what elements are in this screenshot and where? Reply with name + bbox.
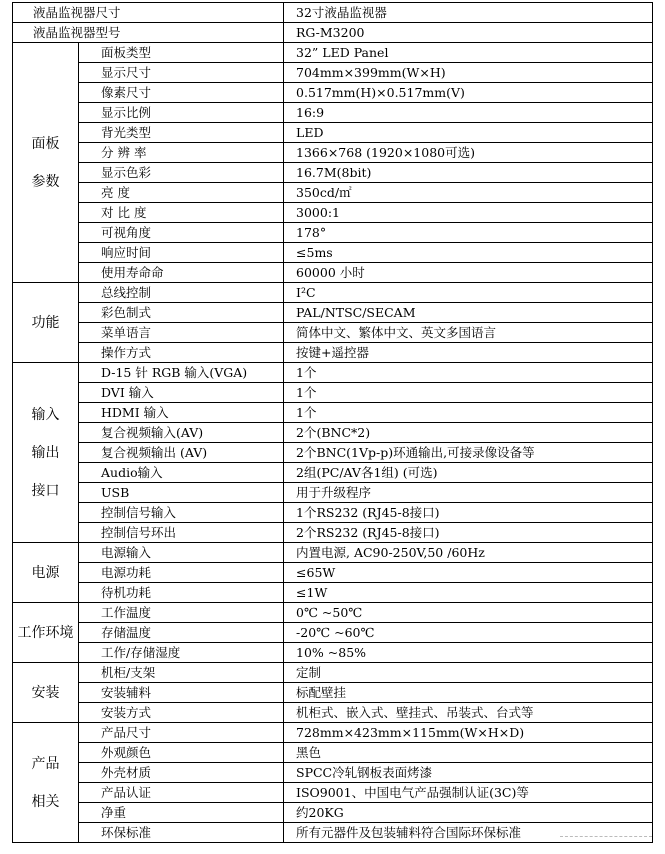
- table-row: [13, 823, 653, 843]
- spec-value: I²C: [284, 283, 653, 303]
- dashed-divider: [560, 836, 652, 837]
- table-row: [13, 383, 653, 403]
- table-row: [13, 23, 653, 43]
- table-row: [13, 203, 653, 223]
- table-row: [13, 523, 653, 543]
- spec-value: 黑色: [284, 743, 653, 763]
- group-name-line: 输入: [31, 406, 60, 423]
- table-row: [13, 703, 653, 723]
- table-row: [13, 3, 653, 23]
- spec-value: SPCC冷轧钢板表面烤漆: [284, 763, 653, 783]
- spec-value: 1个: [284, 383, 653, 403]
- spec-label: 操作方式: [79, 343, 284, 363]
- spec-label: 工作/存储湿度: [79, 643, 284, 663]
- spec-label: 环保标准: [79, 823, 284, 843]
- table-row: [13, 303, 653, 323]
- spec-value: 16:9: [284, 103, 653, 123]
- spec-value: 728mm×423mm×115mm(W×H×D): [284, 723, 653, 743]
- spec-value: -20℃ ~60℃: [284, 623, 653, 643]
- table-row: [13, 323, 653, 343]
- spec-value: 2个(BNC*2): [284, 423, 653, 443]
- table-row: [13, 443, 653, 463]
- spec-value: 定制: [284, 663, 653, 683]
- spec-label: 可视角度: [79, 223, 284, 243]
- spec-label: 显示比例: [79, 103, 284, 123]
- group-name: [13, 723, 79, 843]
- spec-value: 简体中文、繁体中文、英文多国语言: [284, 323, 653, 343]
- table-row: [13, 543, 653, 563]
- table-row: [13, 123, 653, 143]
- spec-label: Audio输入: [79, 463, 284, 483]
- spec-label: 对 比 度: [79, 203, 284, 223]
- spec-label: 液晶监视器尺寸: [13, 3, 284, 23]
- table-row: [13, 483, 653, 503]
- table-row: [13, 603, 653, 623]
- spec-value: 约20KG: [284, 803, 653, 823]
- spec-value: 32寸液晶监视器: [284, 3, 653, 23]
- spec-value: PAL/NTSC/SECAM: [284, 303, 653, 323]
- spec-label: HDMI 输入: [79, 403, 284, 423]
- spec-value: 1个: [284, 363, 653, 383]
- spec-value: ≤65W: [284, 563, 653, 583]
- group-name: [13, 663, 79, 723]
- table-row: [13, 143, 653, 163]
- spec-value: 704mm×399mm(W×H): [284, 63, 653, 83]
- spec-value: 2个RS232 (RJ45-8接口): [284, 523, 653, 543]
- spec-value: 按键+遥控器: [284, 343, 653, 363]
- spec-label: 控制信号输入: [79, 503, 284, 523]
- table-row: [13, 763, 653, 783]
- group-name: [13, 283, 79, 363]
- spec-value: 机柜式、嵌入式、壁挂式、吊装式、台式等: [284, 703, 653, 723]
- table-row: [13, 63, 653, 83]
- spec-table-body: [13, 3, 653, 843]
- spec-label: 安装辅料: [79, 683, 284, 703]
- spec-value: RG-M3200: [284, 23, 653, 43]
- group-name-line: 接口: [31, 482, 60, 499]
- spec-label: 分 辨 率: [79, 143, 284, 163]
- group-name: [13, 43, 79, 283]
- spec-label: 液晶监视器型号: [13, 23, 284, 43]
- spec-value: 3000:1: [284, 203, 653, 223]
- spec-value: 0.517mm(H)×0.517mm(V): [284, 83, 653, 103]
- spec-value: 1366×768 (1920×1080可选): [284, 143, 653, 163]
- spec-label: 外壳材质: [79, 763, 284, 783]
- table-row: [13, 363, 653, 383]
- group-name-line: 输出: [31, 444, 60, 461]
- table-row: [13, 583, 653, 603]
- spec-value: ≤5ms: [284, 243, 653, 263]
- table-row: [13, 563, 653, 583]
- table-row: [13, 723, 653, 743]
- spec-value: 32” LED Panel: [284, 43, 653, 63]
- group-name-line: 工作环境: [17, 624, 74, 641]
- spec-label: 工作温度: [79, 603, 284, 623]
- spec-label: 菜单语言: [79, 323, 284, 343]
- group-name: [13, 363, 79, 543]
- spec-value: 0℃ ~50℃: [284, 603, 653, 623]
- table-row: [13, 263, 653, 283]
- table-row: [13, 103, 653, 123]
- spec-label: 控制信号环出: [79, 523, 284, 543]
- table-row: [13, 463, 653, 483]
- spec-value: ISO9001、中国电气产品强制认证(3C)等: [284, 783, 653, 803]
- spec-value: ≤1W: [284, 583, 653, 603]
- group-name-line: 功能: [31, 314, 60, 331]
- group-name-line: 面板: [31, 135, 60, 152]
- spec-label: 净重: [79, 803, 284, 823]
- table-row: [13, 643, 653, 663]
- table-row: [13, 403, 653, 423]
- table-row: [13, 663, 653, 683]
- spec-label: 存储温度: [79, 623, 284, 643]
- spec-value: LED: [284, 123, 653, 143]
- spec-value: 2组(PC/AV各1组) (可选): [284, 463, 653, 483]
- spec-value: 1个RS232 (RJ45-8接口): [284, 503, 653, 523]
- spec-label: 面板类型: [79, 43, 284, 63]
- spec-label: 待机功耗: [79, 583, 284, 603]
- spec-label: 安装方式: [79, 703, 284, 723]
- table-row: [13, 743, 653, 763]
- spec-value: 1个: [284, 403, 653, 423]
- spec-table: [12, 2, 653, 843]
- spec-label: 显示色彩: [79, 163, 284, 183]
- spec-value: 178°: [284, 223, 653, 243]
- spec-label: 总线控制: [79, 283, 284, 303]
- spec-value: 内置电源, AC90-250V,50 /60Hz: [284, 543, 653, 563]
- spec-label: 复合视频输出 (AV): [79, 443, 284, 463]
- spec-label: 电源功耗: [79, 563, 284, 583]
- table-row: [13, 783, 653, 803]
- group-name: [13, 543, 79, 603]
- spec-label: DVI 输入: [79, 383, 284, 403]
- table-row: [13, 423, 653, 443]
- spec-label: 复合视频输入(AV): [79, 423, 284, 443]
- spec-value: 60000 小时: [284, 263, 653, 283]
- group-name-line: 产品: [31, 755, 60, 772]
- table-row: [13, 183, 653, 203]
- spec-label: 像素尺寸: [79, 83, 284, 103]
- group-name-line: 电源: [31, 564, 60, 581]
- table-row: [13, 683, 653, 703]
- spec-label: 亮 度: [79, 183, 284, 203]
- table-row: [13, 223, 653, 243]
- spec-label: 产品认证: [79, 783, 284, 803]
- table-row: [13, 243, 653, 263]
- spec-label: 背光类型: [79, 123, 284, 143]
- spec-label: 使用寿命命: [79, 263, 284, 283]
- spec-label: 电源输入: [79, 543, 284, 563]
- spec-label: D-15 针 RGB 输入(VGA): [79, 363, 284, 383]
- spec-label: 彩色制式: [79, 303, 284, 323]
- table-row: [13, 163, 653, 183]
- spec-label: 机柜/支架: [79, 663, 284, 683]
- spec-value: 标配壁挂: [284, 683, 653, 703]
- spec-label: 外观颜色: [79, 743, 284, 763]
- table-row: [13, 343, 653, 363]
- group-name-line: 参数: [31, 173, 60, 190]
- spec-value: 用于升级程序: [284, 483, 653, 503]
- spec-label: 产品尺寸: [79, 723, 284, 743]
- table-row: [13, 283, 653, 303]
- spec-label: 显示尺寸: [79, 63, 284, 83]
- group-name: [13, 603, 79, 663]
- spec-value: 16.7M(8bit): [284, 163, 653, 183]
- group-name-line: 安装: [31, 684, 60, 701]
- group-name-line: 相关: [31, 793, 60, 810]
- spec-value: 10% ~85%: [284, 643, 653, 663]
- spec-value: 350cd/㎡: [284, 183, 653, 203]
- table-row: [13, 43, 653, 63]
- table-row: [13, 803, 653, 823]
- spec-label: USB: [79, 483, 284, 503]
- table-row: [13, 623, 653, 643]
- table-row: [13, 503, 653, 523]
- spec-value: 2个BNC(1Vp-p)环通输出,可接录像设备等: [284, 443, 653, 463]
- spec-value: 所有元器件及包装辅料符合国际环保标准: [284, 823, 653, 843]
- spec-label: 响应时间: [79, 243, 284, 263]
- table-row: [13, 83, 653, 103]
